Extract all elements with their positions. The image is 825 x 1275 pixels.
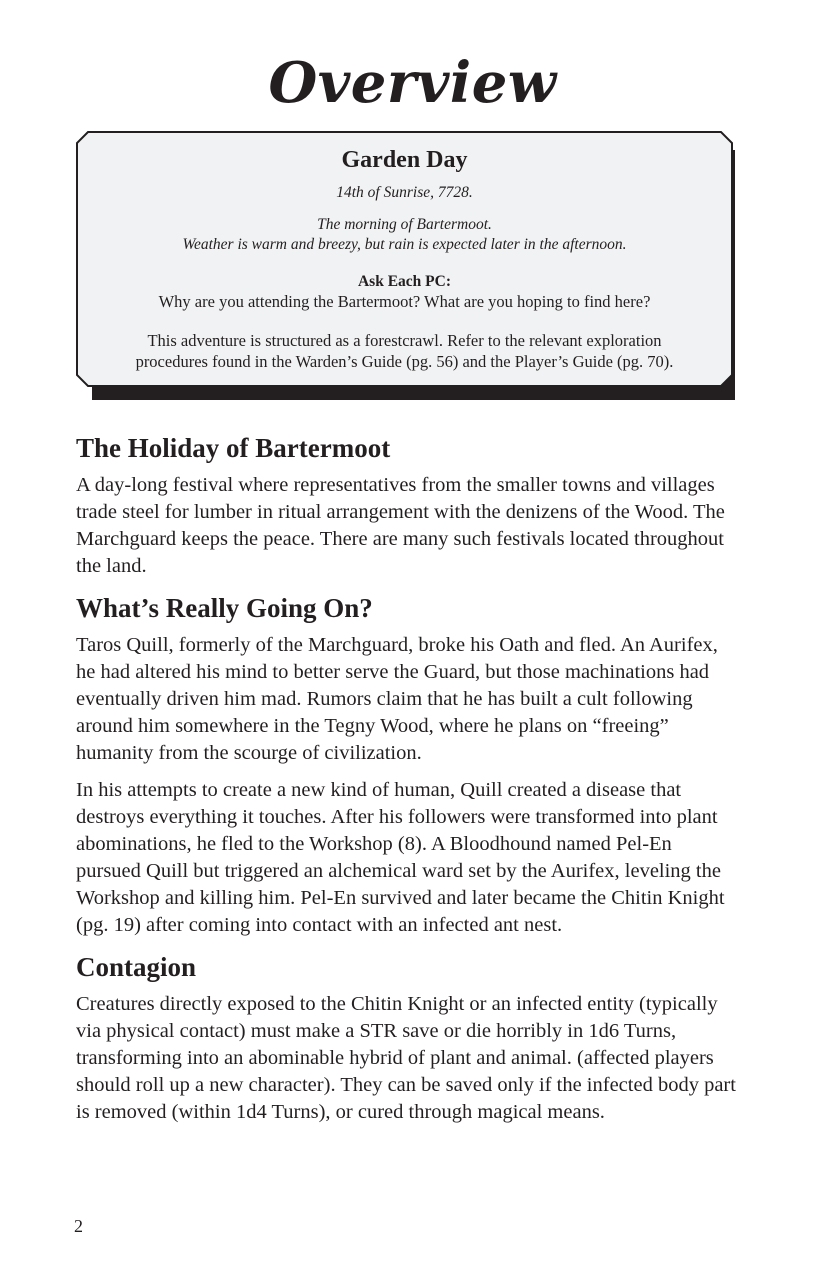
callout-title: Garden Day (341, 147, 468, 173)
callout-morning (76, 215, 733, 255)
section-paragraph: A day-long festival where representatives from the smaller towns and villages trade steel for lumber in ritual arrangement with the denizens of the Wood. The Marchguard keeps the peace. There are many such festivals located throughout the land. (76, 474, 725, 577)
page-number: 2 (74, 1216, 83, 1236)
section-paragraph: Taros Quill, formerly of the Marchguard, broke his Oath and fled. An Aurifex, he had altered his mind to better serve the Guard, but those machinations had eventually driven him mad. Rumors claim that he has built a cult following around him somewhere in the Tegny Wood, where he plans on “freeing” humanity from the scourge of civilization. (76, 634, 718, 764)
callout-date: 14th of Sunrise, 7728. (336, 184, 473, 201)
callout-box (76, 131, 733, 387)
page-title: Overview (268, 50, 557, 116)
section-paragraph: In his attempts to create a new kind of human, Quill created a disease that destroys everything it touches. After his followers were transformed into plant abominations, he fled to the Workshop (8). A Bloodhound named Pel-En pursued Quill but triggered an alchemical ward set by the Aurifex, leveling the Workshop and killing him. Pel-En survived and later became the Chitin Knight (pg. 19) after coming into contact with an infected ant nest. (76, 779, 725, 936)
section-heading-contagion: Contagion (76, 952, 197, 982)
callout-ask-question: Why are you attending the Bartermoot? What are you hoping to find here? (158, 292, 651, 311)
section-paragraph: Creatures directly exposed to the Chitin Knight or an infected entity (typically via physical contact) must make a STR save or die horribly in 1d6 Turns, transforming into an abominable hybrid of plant and animal. (affected players should roll up a new character). They can be saved only if the infected body part is removed (within 1d4 Turns), or cured through magical means. (76, 993, 736, 1123)
callout-morning-line: The morning of Bartermoot. (317, 216, 492, 233)
section-heading-really-going-on: What’s Really Going On? (76, 593, 373, 623)
callout-ask-label: Ask Each PC: (357, 273, 451, 290)
callout-morning-line: Weather is warm and breezy, but rain is expected later in the afternoon. (182, 236, 627, 253)
section-heading-holiday: The Holiday of Bartermoot (76, 433, 391, 463)
callout-structure-line: procedures found in the Warden’s Guide (pg. 56) and the Player’s Guide (pg. 70). (135, 352, 674, 371)
callout-structure-line: This adventure is structured as a forestcrawl. Refer to the relevant exploration (147, 331, 662, 350)
callout-structure (76, 330, 733, 372)
main-content (76, 430, 741, 1136)
